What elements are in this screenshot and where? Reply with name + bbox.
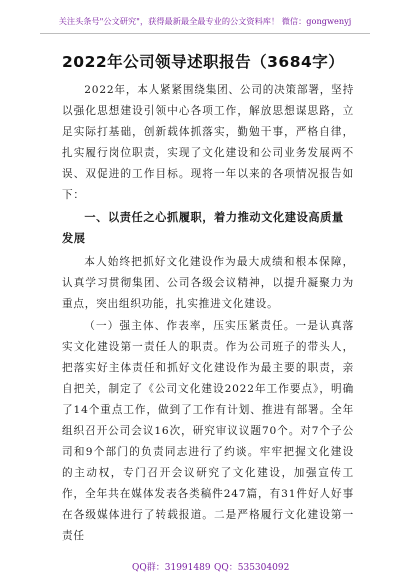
paragraph-subsection-1: （一）强主体、作表率，压实压紧责任。一是认真落实文化建设第一责任人的职责。作为公司班子的带头人，把落实好主体责任和抓好文化建设作为最主要的职责，亲自把关，制定了《公司文化建设2022年工作要点》，明确了14个重点工作，做到了工作有计划、推进有部署。全年组织召开公司会议16次，研究审议议题70个。对7个子公司和9个部门的负责同志进行了约谈。牢牢把握文化建设的主动权，专门召开会议研究了文化建设，加强宣传工作，全年共在媒体发表各类稿件247篇，有31件好人好事在各级媒体进行了转载报道。二是严格履行文化建设第一责任	[62, 320, 354, 542]
footer-qq-number: QQ：535304092	[214, 563, 290, 573]
paragraph-intro: 2022年，本人紧紧围绕集团、公司的决策部署，坚持以强化思想建设引领中心各项工作，解放思想谋思路，立足实际打基础，创新载体抓落实，勤勉干事，严格自律，扎实履行岗位职责，实现了文化建设和公司业务发展两不误、双促进的工作目标。现将一年以来的各项情况报告如下：	[62, 84, 354, 201]
page-title: 2022年公司领导述职报告（3684字）	[62, 53, 345, 71]
section-heading: 一、以责任之心抓履职，着力推动文化建设高质量发展	[62, 211, 344, 245]
header-promo-note: 关注头条号"公文研究"，获得最新最全最专业的公文资料库！ 微信：gongwenyj	[40, 16, 370, 34]
paragraph-section-intro: 本人始终把抓好文化建设作为最大成绩和根本保障，认真学习贯彻集团、公司各级会议精神，以提升凝聚力为重点，突出组织功能，扎实推进文化建设。	[62, 256, 354, 310]
footer-qq-group: QQ群：31991489	[132, 563, 211, 573]
